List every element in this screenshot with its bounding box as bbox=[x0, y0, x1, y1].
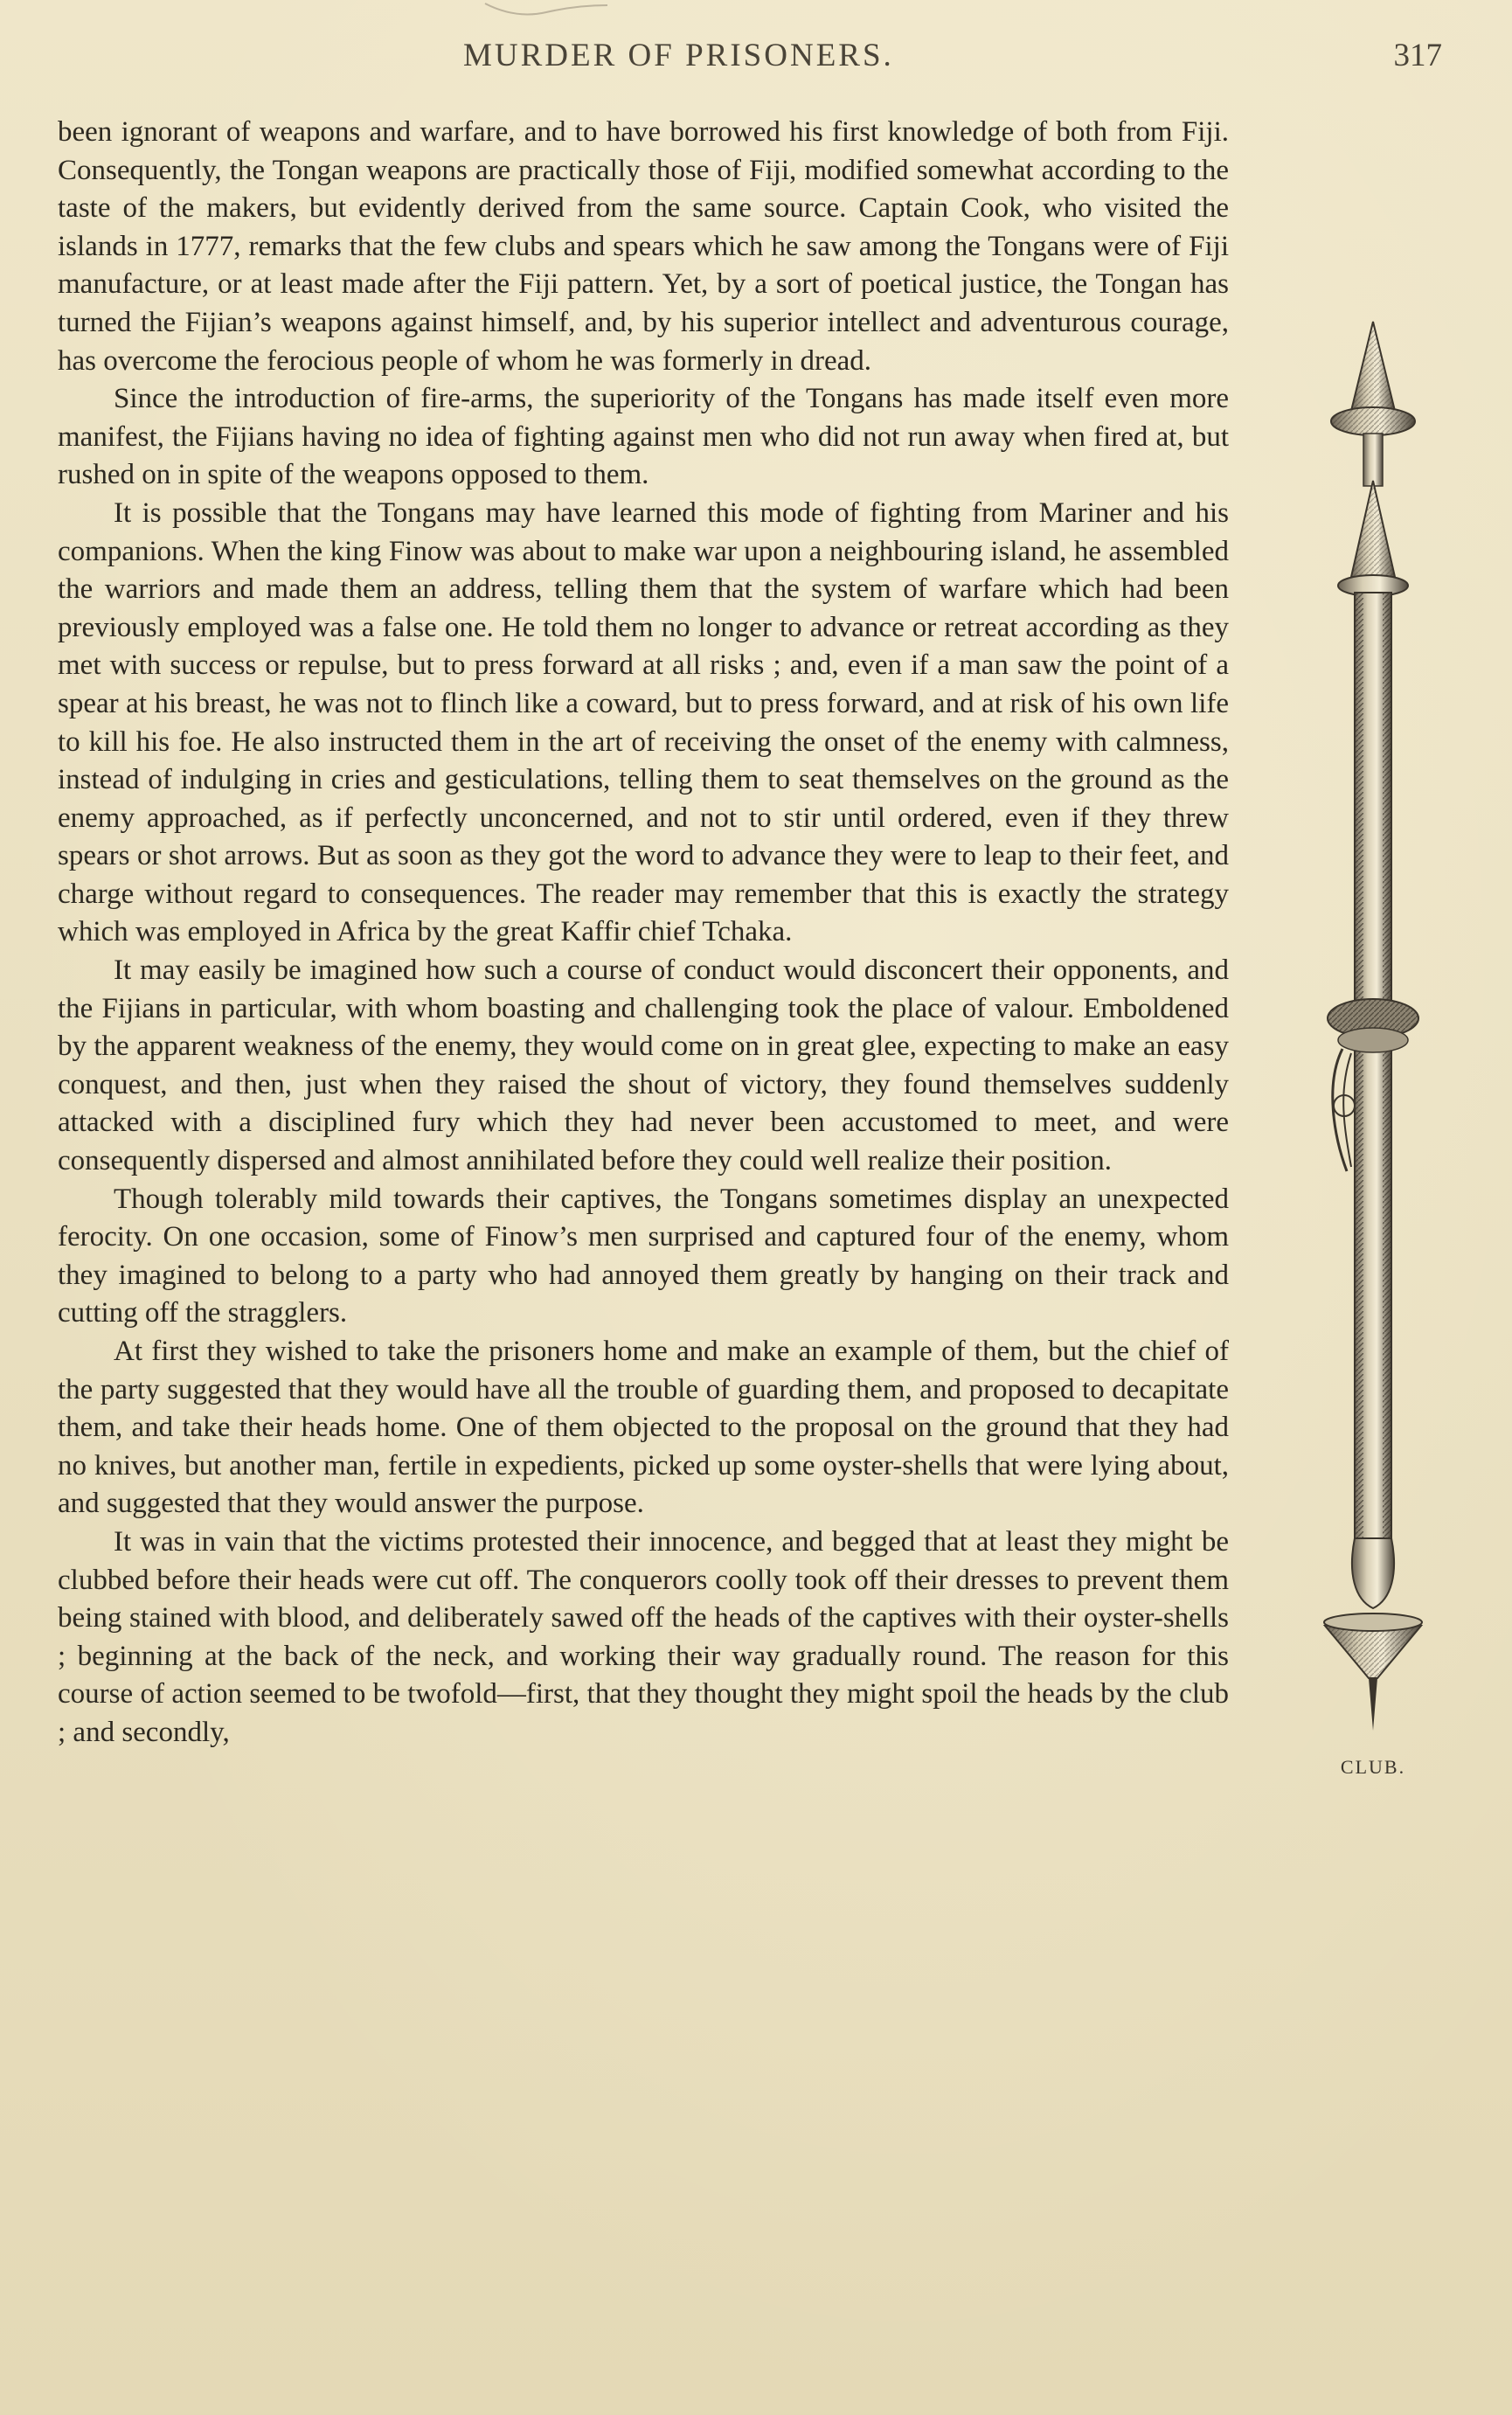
body-text bbox=[58, 114, 1447, 1783]
paragraph: It was in vain that the victims protested their innocence, and begged that at least they might be clubbed before their heads were cut off. The conquerors coolly took off their dresses to prevent them being stained with blood, and deliberately sawed off the heads of the captives with their oyster-shells ; beginning at the back of the neck, and working their way gradually round. The reason for this course of action seemed to be twofold—first, that they thought they might spoil the heads by the club ; and secondly, bbox=[58, 1525, 1229, 1748]
page-header bbox=[0, 37, 1512, 89]
paragraph: At first they wished to take the prisoners home and make an example of them, but the chief of the party suggested that they would have all the trouble of guarding them, and proposed to decapitate them, and take their heads home. One of them objected to the proposal on the ground that they had no knives, but another man, fertile in expedients, picked up some oyster-shells that were lying about, and suggested that they would answer the purpose. bbox=[58, 1336, 1229, 1520]
page-number: 317 bbox=[1393, 38, 1442, 73]
paragraph: Though tolerably mild towards their captives, the Tongans sometimes display an unexpected ferocity. On one occasion, some of Finow’s men surprised and captured four of the enemy, whom they imagined to belong to a party who had annoyed them greatly by hanging on their track and cutting off the stragglers. bbox=[58, 1183, 1229, 1329]
paragraph: It may easily be imagined how such a course of conduct would disconcert their opponents, and the Fijians in particular, with whom boasting and challenging took the place of valour. Emboldened by the apparent weakness of the enemy, they would come on in great glee, expecting to make an easy conquest, and then, just when they raised the shout of victory, they found themselves suddenly attacked with a disciplined fury which they had never been accustomed to meet, and were consequently dispersed and almost annihilated before they could well realize their position. bbox=[58, 954, 1229, 1177]
paragraph: been ignorant of weapons and warfare, and to have borrowed his first knowledge of both from Fiji. Consequently, the Tongan weapons are practically those of Fiji, modified somewhat according to the taste of the makers, but evidently derived from the same source. Captain Cook, who visited the islands in 1777, remarks that the few clubs and spears which he saw among the Tongans were of Fiji manufacture, or at least made after the Fiji pattern. Yet, by a sort of poetical justice, the Tongan has turned the Fijian’s weapons against himself, and, by his superior intellect and adventurous courage, has overcome the ferocious people of whom he was formerly in dread. bbox=[58, 116, 1229, 377]
figure-caption: CLUB. bbox=[1340, 1756, 1406, 1778]
paragraph: It is possible that the Tongans may have learned this mode of fighting from Mariner and his companions. When the king Finow was about to make war upon a neighbouring island, he assembled the warriors and made them an address, telling them that the system of warfare which had been previously employed was a false one. He told them no longer to advance or retreat according as they met with success or repulse, but to press forward at all risks ; and, even if a man saw the point of a spear at his breast, he was not to flinch like a coward, but to press forward, and at risk of his own life to kill his foe. He also instructed them in the art of receiving the onset of the enemy with calmness, instead of indulging in cries and gesticulations, telling them to seat themselves on the ground as the enemy approached, as if perfectly unconcerned, and not to stir until ordered, even if they threw spears or shot arrows. But as soon as they got the word to advance they were to leap to their feet, and charge without regard to consequences. The reader may remember that this is exactly the strategy which was employed in Africa by the great Kaffir chief Tchaka. bbox=[58, 496, 1229, 948]
running-title: MURDER OF PRISONERS. bbox=[463, 38, 894, 73]
paragraph: Since the introduction of fire-arms, the superiority of the Tongans has made itself even more manifest, the Fijians having no idea of fighting against men who did not run away when fired at, but rushed on in spite of the weapons opposed to them. bbox=[58, 383, 1229, 491]
ink-smudge bbox=[481, 0, 612, 24]
club-illustration bbox=[1264, 315, 1482, 1748]
club-figure bbox=[1264, 315, 1482, 1783]
